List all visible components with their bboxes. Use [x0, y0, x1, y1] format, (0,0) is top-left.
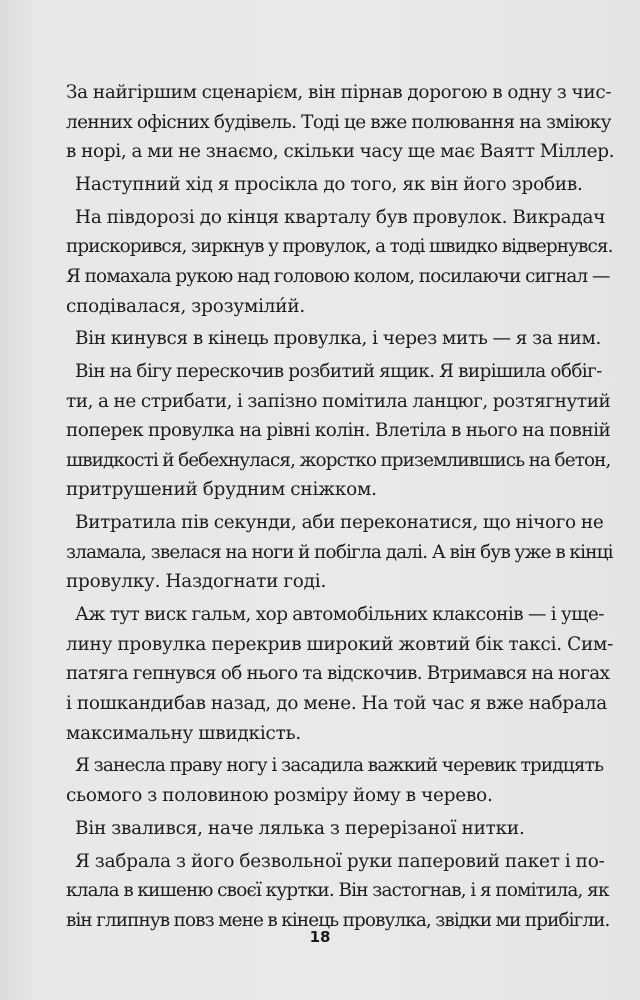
- paragraph-5: [66, 357, 614, 505]
- text-line: Я помахала рукою над головою колом, посилаючи сигнал —: [66, 265, 610, 287]
- text-line: патяга гепнувся об нього та відскочив. Втримався на ногах: [66, 663, 610, 685]
- paragraph-6: [66, 508, 614, 597]
- paragraph-8: [66, 751, 614, 810]
- text-line: Він на бігу перескочив розбитий ящик. Я вирішила оббіг-: [75, 361, 602, 383]
- paragraph-2: [66, 170, 614, 200]
- paragraph-3: [66, 203, 614, 321]
- text-line: ленних офісних будівель. Тоді це вже полювання на зміюку: [66, 111, 611, 133]
- paragraph-4: [66, 324, 614, 354]
- text-line: поперек провулка на рівні колін. Влетіла в нього на повній: [66, 420, 611, 442]
- page-number: 18: [309, 928, 331, 946]
- text-line: Я забрала з його безвольної руки паперовий пакет і по-: [75, 850, 605, 872]
- text-line: в норі, а ми не знаємо, скільки часу ще має Ваятт Міллер.: [66, 141, 615, 163]
- text-line: зламала, звелася на ноги й побігла далі. А він був уже в кінці: [66, 541, 613, 563]
- text-line: клала в кишеню своєї куртки. Він застогнав, і я помітила, як: [66, 880, 609, 902]
- text-line: Наступний хід я просікла до того, як він його зробив.: [75, 173, 583, 195]
- text-line: і пошкандибав назад, до мене. На той час я вже набрала: [66, 693, 607, 714]
- text-line: На півдорозі до кінця кварталу був провулок. Викрадач: [75, 206, 606, 228]
- paragraph-9: [66, 814, 614, 844]
- text-line: За найгіршим сценарієм, він пірнав дорогою в одну з чис-: [66, 82, 612, 103]
- text-line: лину провулка перекрив широкий жовтий бік таксі. Сим-: [66, 633, 614, 655]
- text-line: Я занесла праву ногу і засадила важкий черевик тридцять: [75, 755, 604, 777]
- text-line: Аж тут виск гальм, хор автомобільних клаксонів — і уще-: [75, 604, 604, 626]
- text-line: прискорився, зиркнув у провулок, а тоді швидко відвернувся.: [66, 236, 613, 258]
- text-line: Він звалився, наче лялька з перерізаної нитки.: [75, 817, 525, 839]
- text-line: максимальну швидкість.: [66, 722, 302, 744]
- text-line: Він кинувся в кінець провулка, і через мить — я за ним.: [75, 328, 602, 350]
- paragraph-7: [66, 600, 614, 748]
- paragraph-1: [66, 78, 614, 167]
- text-line: провулку. Наздогнати годі.: [66, 571, 327, 593]
- text-line: притрушений брудним сніжком.: [66, 479, 377, 501]
- text-line: він глипнув повз мене в кінець провулка, звідки ми прибігли.: [66, 909, 610, 931]
- text-line: ти, а не стрибати, і запізно помітила ланцюг, розтягнутий: [66, 390, 611, 412]
- text-line: сьомого з половиною розміру йому в черево.: [66, 784, 493, 806]
- text-line: Витратила пів секунди, аби переконатися, що нічого не: [75, 512, 604, 534]
- paragraph-10: [66, 847, 614, 936]
- text-line: сподівалася, зрозуміли́й.: [66, 295, 306, 317]
- text-line: швидкості й бебехнулася, жорстко приземлившись на бетон,: [66, 449, 611, 471]
- body-text: [66, 78, 614, 939]
